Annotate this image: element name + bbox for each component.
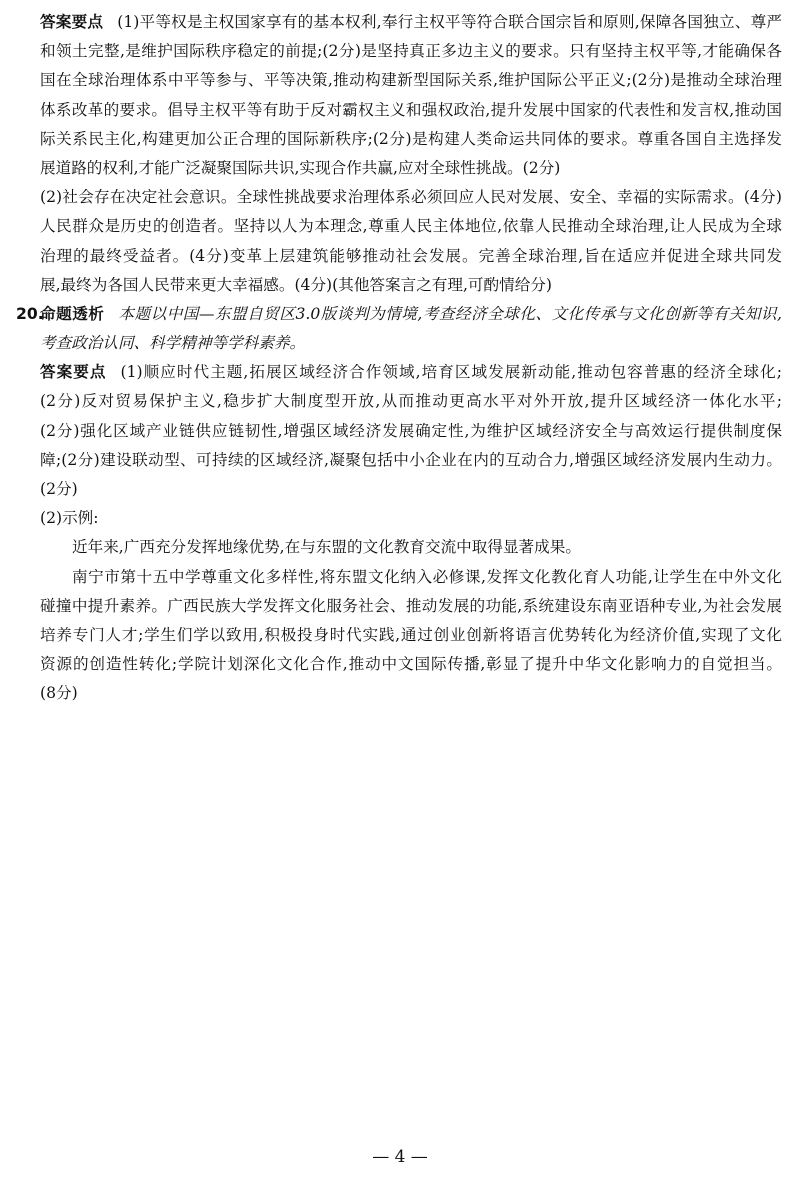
text-line: 障;(2分)建设联动型、可持续的区域经济,凝聚包括中小企业在内的互动合力,增强区域经济发展内生动力。 bbox=[40, 450, 782, 469]
text-line bbox=[40, 8, 782, 37]
text-line: 近年来,广西充分发挥地缘优势,在与东盟的文化教育交流中取得显著成果。 bbox=[72, 538, 581, 557]
answer-label: 答案要点 bbox=[40, 13, 104, 31]
answer-text: (1)顺应时代主题,拓展区域经济合作领域,培育区域发展新动能,推动包容普惠的经济全球化; bbox=[120, 363, 782, 382]
text-line: 资源的创造性转化;学院计划深化文化合作,推动中文国际传播,彰显了提升中华文化影响力的自觉担当。 bbox=[40, 655, 782, 674]
text-line: 展道路的权利,才能广泛凝聚国际共识,实现合作共赢,应对全球性挑战。(2分) bbox=[40, 158, 561, 177]
text-line: (8分) bbox=[40, 684, 78, 703]
page-content bbox=[16, 8, 782, 709]
text-line: 治理的最终受益者。(4分)变革上层建筑能够推动社会发展。完善全球治理,旨在适应并促进全球共同发 bbox=[40, 246, 782, 265]
answer-text: (1)平等权是主权国家享有的基本权利,奉行主权平等符合联合国宗旨和原则,保障各国独立、尊严 bbox=[117, 13, 782, 31]
text-line: 南宁市第十五中学尊重文化多样性,将东盟文化纳入必修课,发挥文化教化育人功能,让学生在中外文化 bbox=[72, 567, 782, 586]
text-line: 考查政治认同、科学精神等学科素养。 bbox=[40, 334, 306, 353]
analysis-label: 命题透析 bbox=[40, 304, 105, 323]
text-line: (2分) bbox=[40, 480, 78, 498]
question-number: 20. bbox=[16, 304, 44, 323]
text-line: (2)示例: bbox=[40, 509, 99, 528]
text-line: 培养专门人才;学生们学以致用,积极投身时代实践,通过创业创新将语言优势转化为经济价值,实现了文化 bbox=[40, 625, 782, 644]
question-analysis-row bbox=[16, 300, 782, 329]
text-line: 碰撞中提升素养。广西民族大学发挥文化服务社会、推动发展的功能,系统建设东南亚语种专业,为社会发展 bbox=[40, 596, 782, 615]
text-line: (2分)强化区域产业链供应链韧性,增强区域经济发展确定性,为维护区域经济安全与高效运行提供制度保 bbox=[40, 421, 782, 440]
text-line: (2分)反对贸易保护主义,稳步扩大制度型开放,从而推动更高水平对外开放,提升区域经济一体化水平; bbox=[40, 392, 782, 411]
text-line: (2)社会存在决定社会意识。全球性挑战要求治理体系必须回应人民对发展、安全、幸福的实际需求。(4分) bbox=[40, 188, 782, 207]
text-line: 国在全球治理体系中平等参与、平等决策,推动构建新型国际关系,维护国际公平正义;(2分)是推动全球治理 bbox=[40, 71, 782, 90]
text-line: 体系改革的要求。倡导主权平等有助于反对霸权主义和强权政治,提升发展中国家的代表性和发言权,推动国 bbox=[40, 100, 782, 119]
text-line: 和领土完整,是维护国际秩序稳定的前提;(2分)是坚持真正多边主义的要求。只有坚持主权平等,才能确保各 bbox=[40, 42, 782, 61]
text-line: 人民群众是历史的创造者。坚持以人为本理念,尊重人民主体地位,依靠人民推动全球治理,让人民成为全球 bbox=[40, 217, 782, 236]
text-line bbox=[40, 358, 782, 387]
answer-label: 答案要点 bbox=[40, 363, 107, 382]
text-line: 展,最终为各国人民带来更大幸福感。(4分)(其他答案言之有理,可酌情给分) bbox=[40, 275, 552, 294]
analysis-text: 本题以中国—东盟自贸区3.0版谈判为情境,考查经济全球化、文化传承与文化创新等有关知识, bbox=[118, 304, 782, 323]
text-line: 际关系民主化,构建更加公正合理的国际新秩序;(2分)是构建人类命运共同体的要求。尊重各国自主选择发 bbox=[40, 129, 782, 148]
page-number: — 4 — bbox=[372, 1147, 428, 1167]
